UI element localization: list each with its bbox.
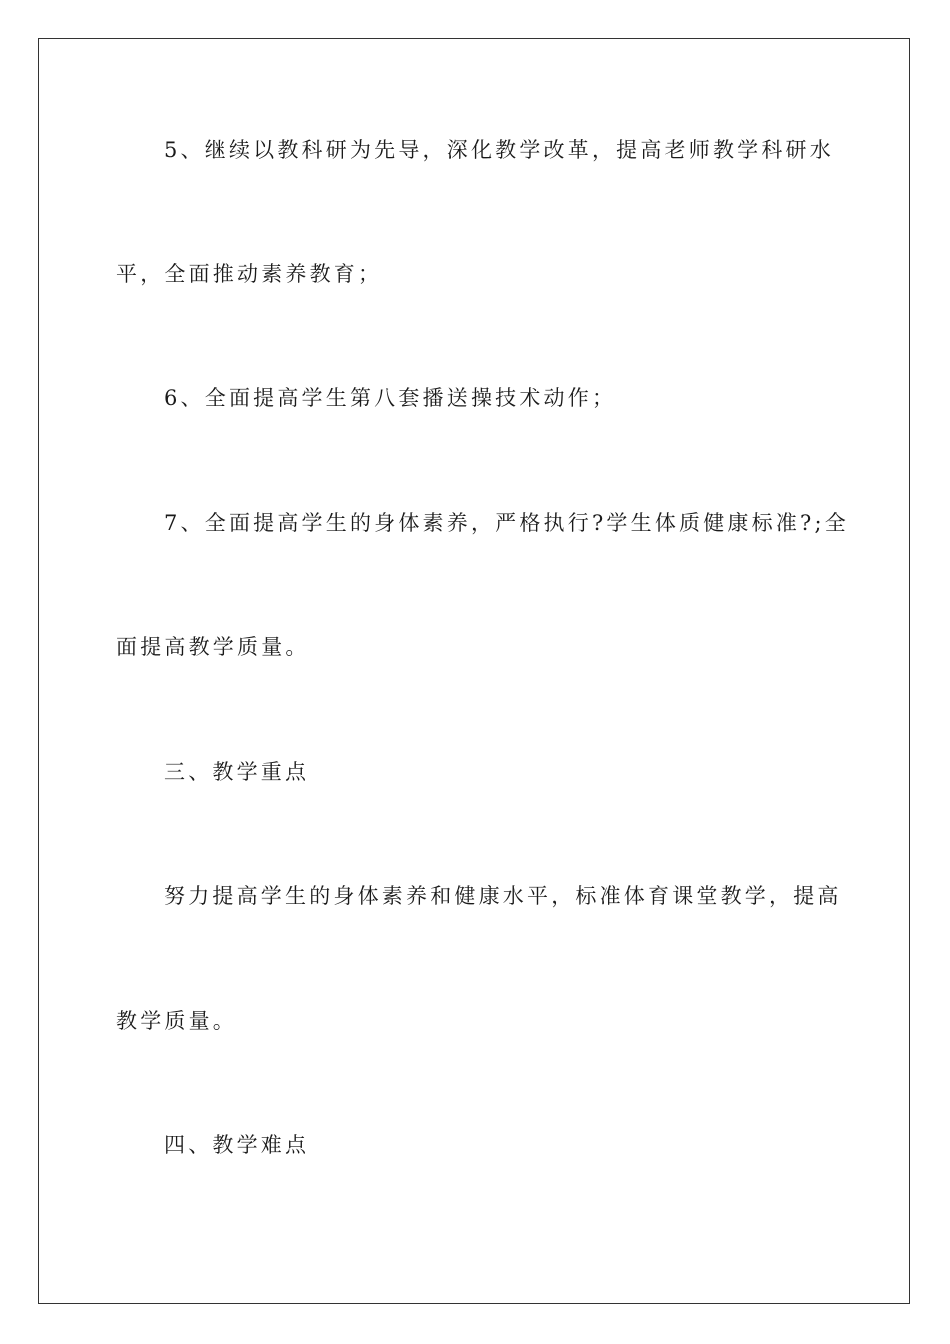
item-5-line-2: 平，全面推动素养教育； [116, 262, 383, 286]
section-heading-teaching-difficulty: 四、教学难点 [164, 1133, 310, 1157]
item-5-line-1: 5、继续以教科研为先导，深化教学改革，提高老师教学科研水 [164, 138, 834, 162]
page-border [38, 38, 910, 1304]
focus-paragraph-line-1: 努力提高学生的身体素养和健康水平，标准体育课堂教学，提高 [164, 884, 842, 908]
item-7-line-2: 面提高教学质量。 [116, 635, 310, 659]
section-heading-teaching-focus: 三、教学重点 [164, 760, 310, 784]
item-7-line-1: 7、全面提高学生的身体素养，严格执行?学生体质健康标准?;全 [164, 511, 849, 535]
item-6-line-1: 6、全面提高学生第八套播送操技术动作； [164, 386, 617, 410]
focus-paragraph-line-2: 教学质量。 [116, 1009, 237, 1033]
